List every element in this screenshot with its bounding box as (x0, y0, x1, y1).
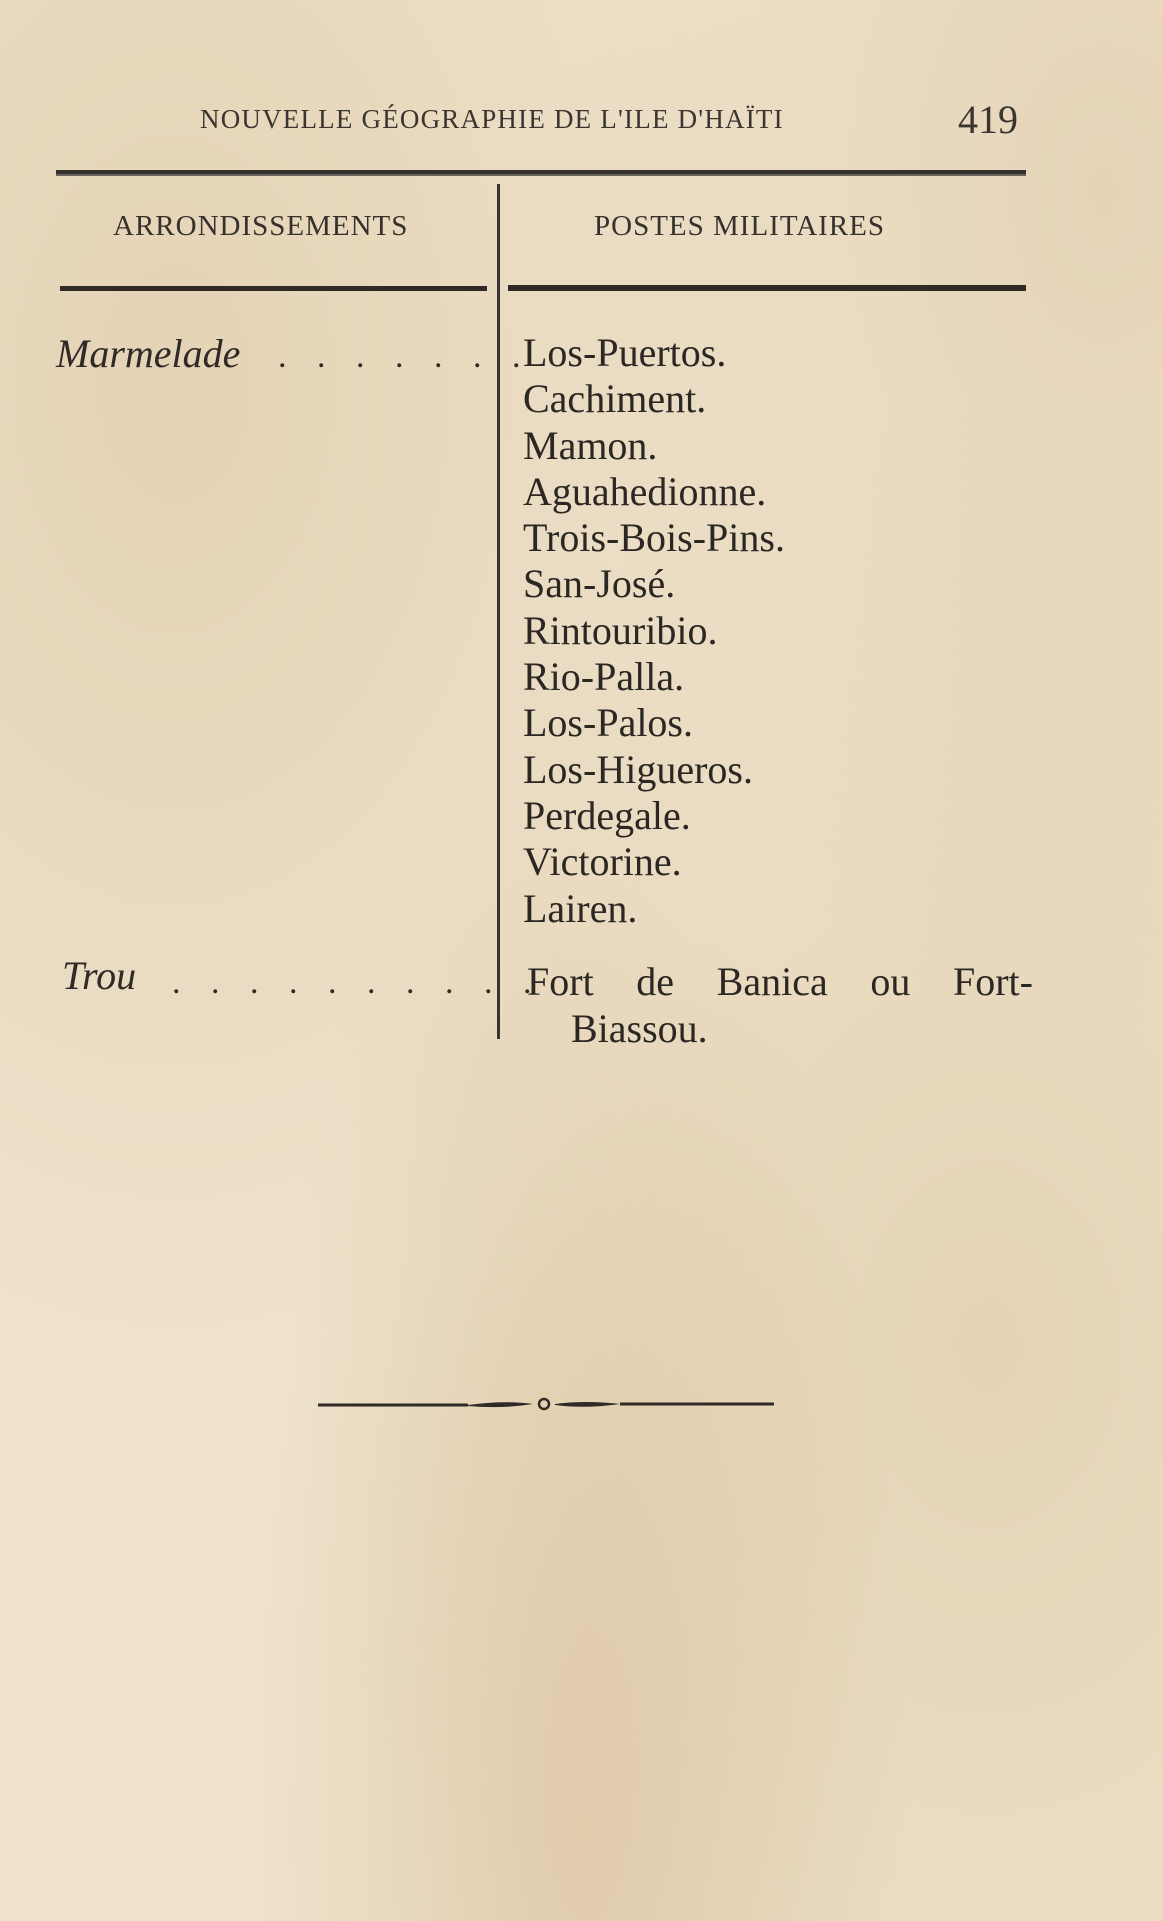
header-rule-left (60, 286, 487, 291)
poste-word: de (636, 959, 675, 1004)
poste-item: Los-Puertos. (523, 330, 727, 375)
running-title: NOUVELLE GÉOGRAPHIE DE L'ILE D'HAÏTI (200, 104, 784, 134)
poste-trou-line-1 (527, 958, 1033, 1005)
page-number: 419 (958, 97, 1018, 142)
poste-item: Rintouribio. (523, 607, 718, 653)
poste-item: Rio-Palla. (523, 654, 685, 700)
header-arrondissements: ARRONDISSEMENTS (113, 210, 409, 242)
dot-leader: . . . . . . . . . . (172, 964, 543, 1001)
poste-item: Los-Higueros. (523, 746, 753, 792)
poste-item: San-José. (523, 561, 676, 607)
header-postes-militaires: POSTES MILITAIRES (594, 210, 885, 242)
poste-word: Fort- (952, 959, 1033, 1004)
header-rule-right (508, 285, 1026, 291)
fleuron-ornament (318, 1392, 774, 1416)
top-rule (56, 170, 1026, 176)
poste-item: Perdegale. (523, 792, 691, 838)
poste-item: Los-Palos. (523, 700, 693, 746)
dot-leader: . . . . . . . (278, 338, 532, 375)
poste-word: Fort (527, 959, 594, 1004)
poste-item: Trois-Bois-Pins. (523, 515, 785, 561)
poste-item: Lairen. (523, 885, 638, 931)
arrondissement-marmelade: Marmelade (56, 331, 241, 376)
poste-trou (527, 958, 1033, 1052)
poste-word: ou (870, 959, 911, 1004)
running-head (0, 96, 1163, 146)
poste-trou-line-2: Biassou. (571, 1006, 708, 1051)
poste-item: Victorine. (523, 839, 682, 885)
column-divider (497, 184, 500, 1039)
postes-list-marmelade (523, 330, 785, 932)
poste-item: Mamon. (523, 422, 658, 468)
arrondissement-trou: Trou (62, 953, 137, 998)
poste-item: Aguahedionne. (523, 468, 767, 514)
poste-word: Banica (716, 959, 828, 1004)
poste-item: Cachiment. (523, 376, 707, 422)
